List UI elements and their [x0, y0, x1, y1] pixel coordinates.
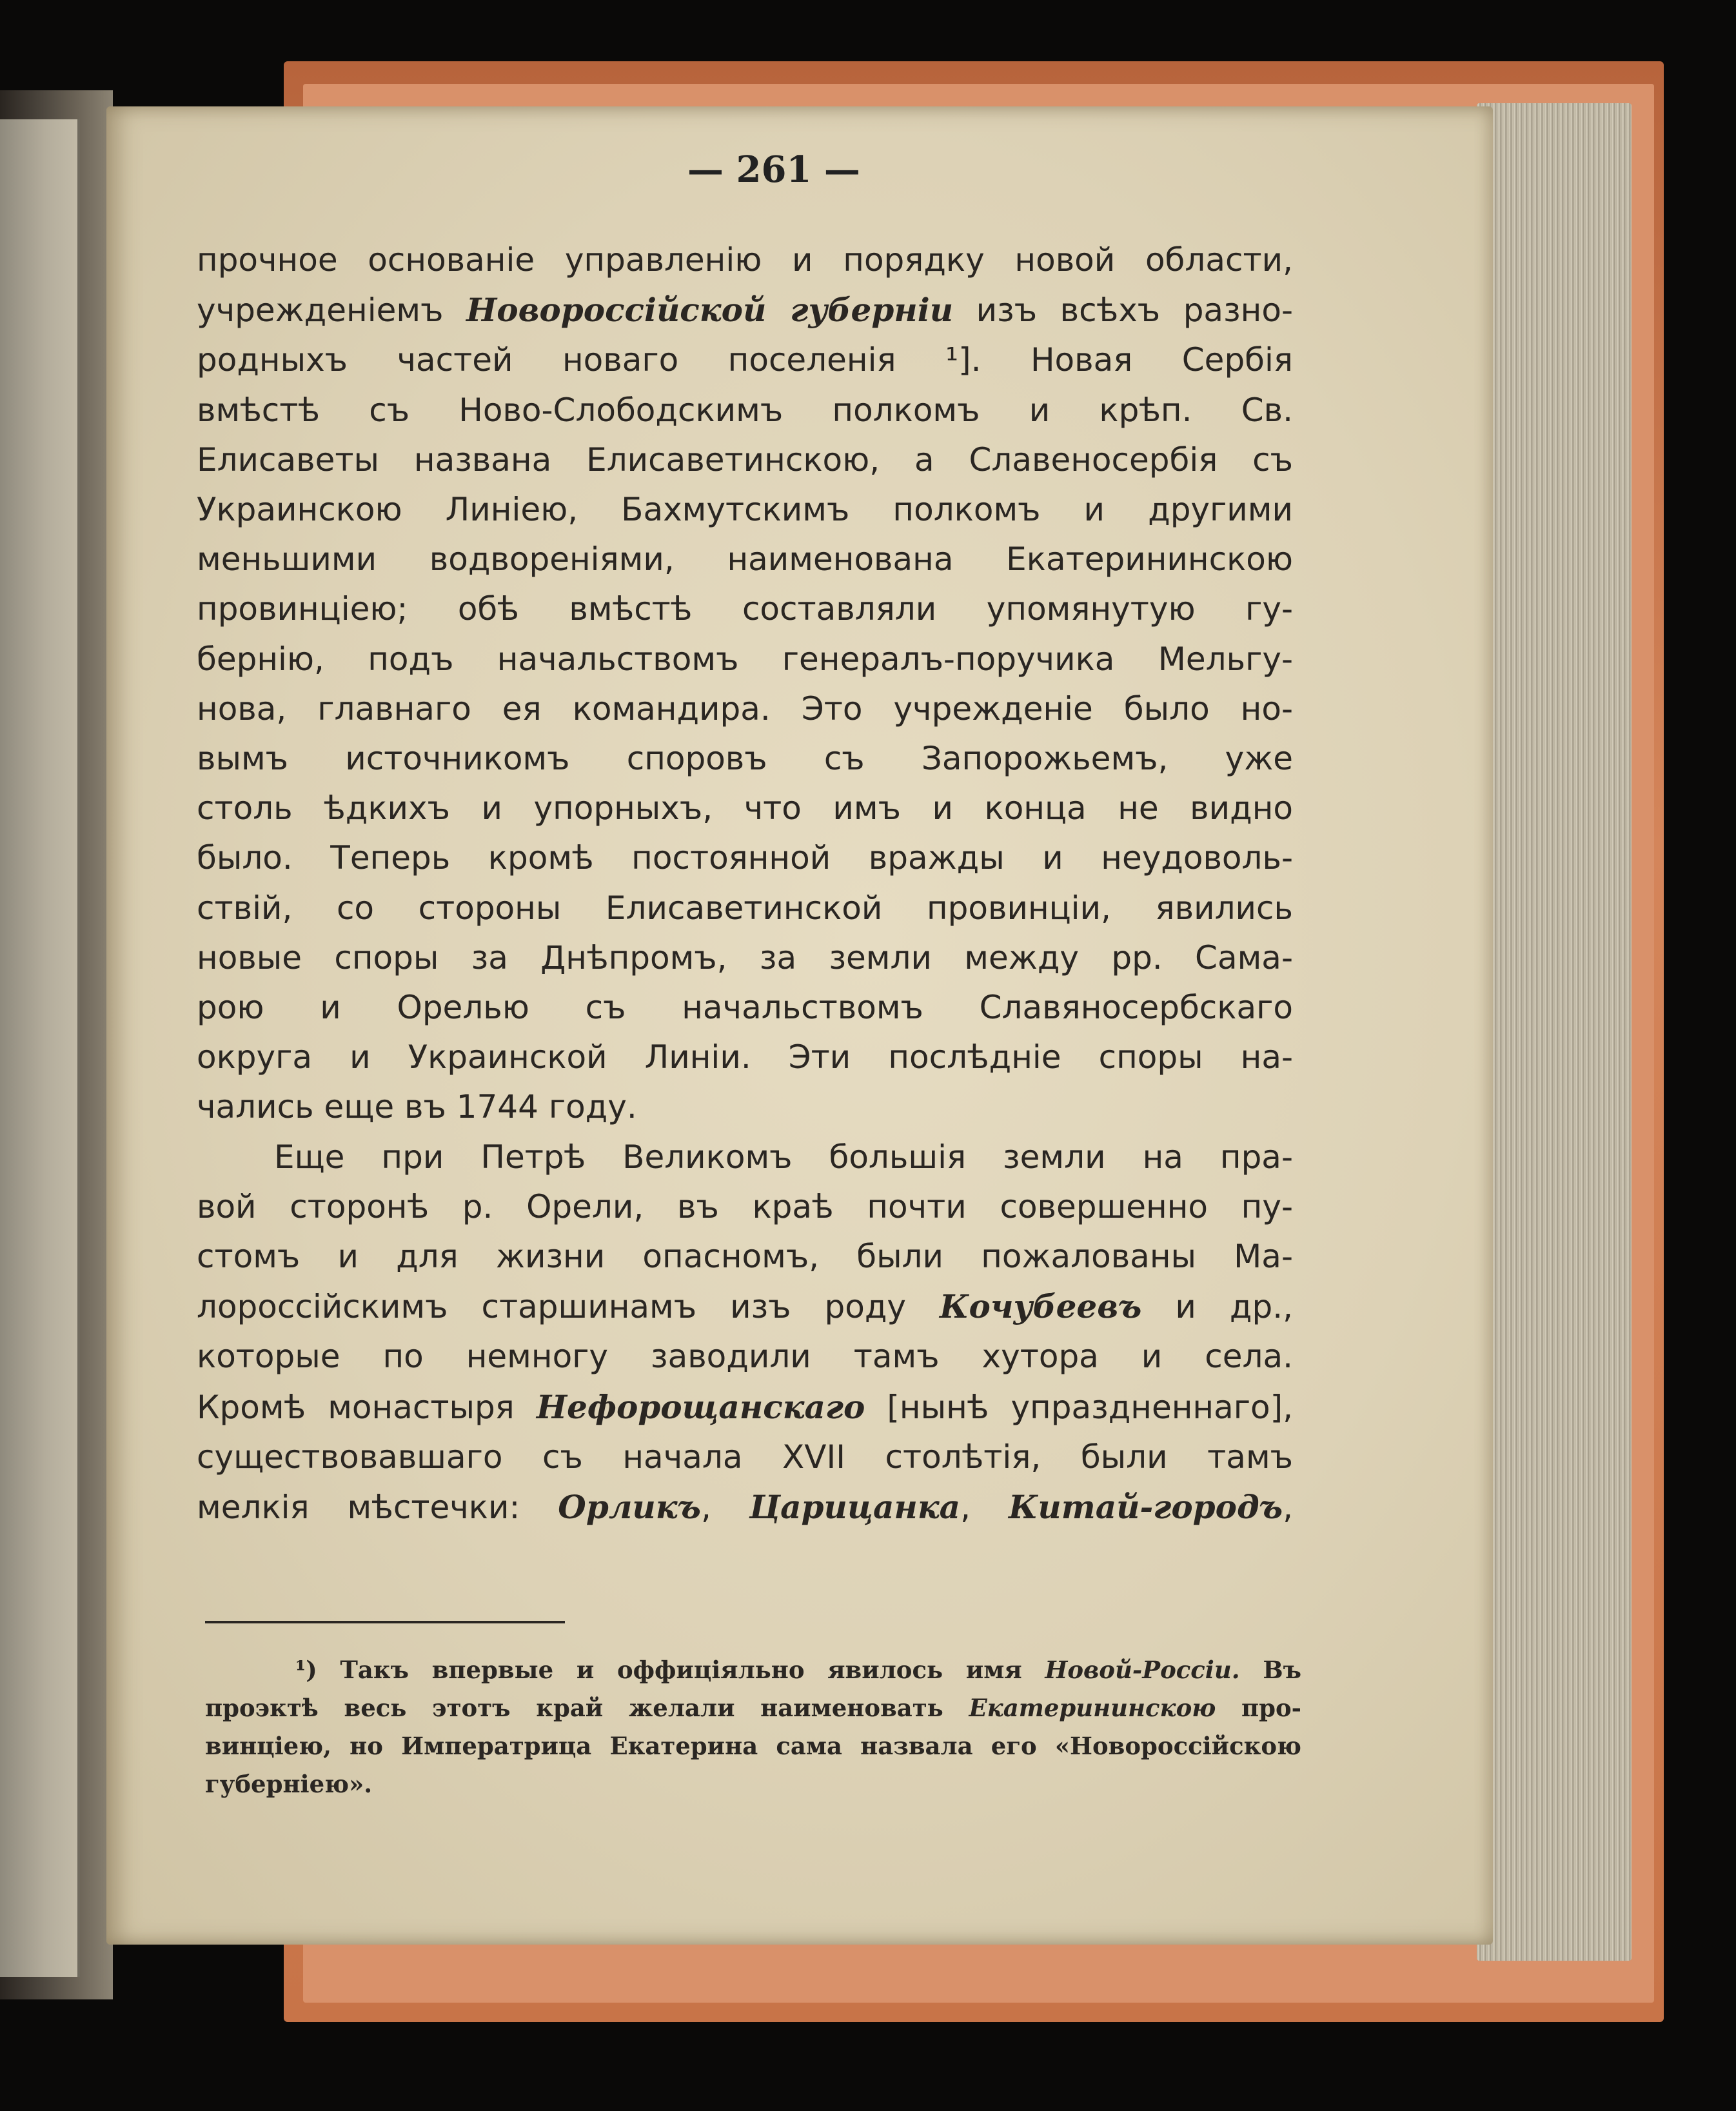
body-line — [197, 1432, 1293, 1482]
emphasized-text: Кочубеевъ — [940, 1287, 1142, 1326]
text-run: мелкія мѣстечки: — [197, 1489, 558, 1527]
emphasized-text: Нефорощанскаго — [536, 1387, 865, 1426]
footnote — [205, 1651, 1301, 1803]
body-line — [197, 684, 1293, 734]
text-run: учрежденіемъ — [197, 292, 466, 330]
body-line — [197, 535, 1293, 584]
text-run: Въ — [1239, 1656, 1301, 1684]
text-run: Елисаветы названа Елисаветинскою, а Славеносербія съ — [197, 441, 1293, 479]
text-run: Украинскою Линіею, Бахмутскимъ полкомъ и другими — [197, 491, 1293, 529]
page-stack-edge — [1477, 103, 1632, 1961]
footnote-line — [205, 1727, 1301, 1765]
body-line — [197, 933, 1293, 983]
emphasized-text: Екатерининскою — [969, 1694, 1216, 1722]
body-line — [197, 884, 1293, 933]
text-run: бернію, подъ начальствомъ генералъ-поручика Мельгу- — [197, 640, 1293, 678]
text-run: ствій, со стороны Елисаветинской провинціи, явились — [197, 889, 1293, 927]
body-line — [197, 784, 1293, 833]
text-run: провинціею; обѣ вмѣстѣ составляли упомянутую гу- — [197, 590, 1293, 628]
text-run: и др., — [1141, 1288, 1293, 1326]
previous-page-edge — [0, 119, 80, 1977]
text-run: , — [700, 1489, 749, 1527]
text-run: вмѣстѣ съ Ново-Слободскимъ полкомъ и крѣп. Св. — [197, 391, 1293, 429]
text-run: [нынѣ упраздненнаго], — [865, 1388, 1293, 1426]
body-line — [197, 335, 1293, 385]
text-run: прочное основаніе управленію и порядку новой области, — [197, 241, 1293, 279]
text-run: проэктѣ весь этотъ край желали наименовать — [205, 1694, 969, 1722]
body-line — [197, 734, 1293, 784]
body-line — [197, 1482, 1293, 1532]
body-line — [197, 1282, 1293, 1332]
emphasized-text: Царицанка — [749, 1488, 961, 1527]
text-run: ¹) Такъ впервые и оффиціяльно явилось имя — [295, 1656, 1045, 1684]
body-line — [197, 1133, 1293, 1182]
text-run: нова, главнаго ея командира. Это учрежденіе было но- — [197, 689, 1293, 728]
text-run: про- — [1216, 1694, 1301, 1722]
text-run: родныхъ частей новаго поселенія ¹]. Новая Сербія — [197, 341, 1293, 379]
emphasized-text: Китай-городъ — [1008, 1488, 1283, 1527]
emphasized-text: Орликъ — [558, 1488, 701, 1527]
page-number: — 261 — — [687, 148, 860, 191]
text-run: винціею, но Императрица Екатерина сама назвала его «Новороссійскою — [205, 1732, 1301, 1760]
body-line — [197, 1033, 1293, 1082]
body-line — [197, 386, 1293, 435]
body-line — [197, 285, 1293, 335]
text-run: которые по немногу заводили тамъ хутора и села. — [197, 1338, 1293, 1376]
text-run: Кромѣ монастыря — [197, 1388, 537, 1426]
text-run: существовавшаго съ начала XVII столѣтія, были тамъ — [197, 1438, 1293, 1476]
body-line — [197, 983, 1293, 1033]
body-line — [197, 1082, 1293, 1132]
body-line — [197, 1332, 1293, 1382]
body-line — [197, 235, 1293, 285]
text-run: Еще при Петрѣ Великомъ большія земли на пра- — [274, 1138, 1293, 1176]
text-run: меньшими водвореніями, наименована Екатерининскою — [197, 540, 1293, 579]
text-run: , — [960, 1489, 1009, 1527]
body-line — [197, 1232, 1293, 1282]
text-run: было. Теперь кромѣ постоянной вражды и неудоволь- — [197, 839, 1293, 877]
text-run: чались еще въ 1744 году. — [197, 1088, 637, 1126]
text-run: изъ всѣхъ разно- — [953, 292, 1293, 330]
footnote-rule — [205, 1621, 565, 1623]
emphasized-text: Новой-Россіи. — [1045, 1656, 1240, 1684]
footnote-line — [205, 1651, 1301, 1689]
body-line — [197, 833, 1293, 883]
body-line — [197, 584, 1293, 634]
text-run: губерніею». — [205, 1770, 373, 1798]
body-line — [197, 1382, 1293, 1432]
text-run: стомъ и для жизни опасномъ, были пожалованы Ма- — [197, 1238, 1293, 1276]
text-run: , — [1283, 1489, 1294, 1527]
text-run: вымъ источникомъ споровъ съ Запорожьемъ, уже — [197, 740, 1293, 778]
text-run: рою и Орелью съ начальствомъ Славяносербскаго — [197, 989, 1293, 1027]
body-line — [197, 485, 1293, 535]
text-run: лороссійскимъ старшинамъ изъ роду — [197, 1288, 940, 1326]
body-line — [197, 435, 1293, 485]
text-run: новые споры за Днѣпромъ, за земли между рр. Сама- — [197, 938, 1293, 976]
text-run: столь ѣдкихъ и упорныхъ, что имъ и конца не видно — [197, 789, 1293, 828]
emphasized-text: Новороссійской губерніи — [466, 291, 954, 330]
body-line — [197, 1182, 1293, 1232]
text-run: вой сторонѣ р. Орели, въ краѣ почти совершенно пу- — [197, 1187, 1293, 1225]
footnote-line — [205, 1689, 1301, 1727]
text-run: округа и Украинской Линіи. Эти послѣдніе споры на- — [197, 1038, 1293, 1076]
footnote-line — [205, 1765, 1301, 1803]
body-line — [197, 635, 1293, 684]
body-text — [197, 235, 1293, 1532]
